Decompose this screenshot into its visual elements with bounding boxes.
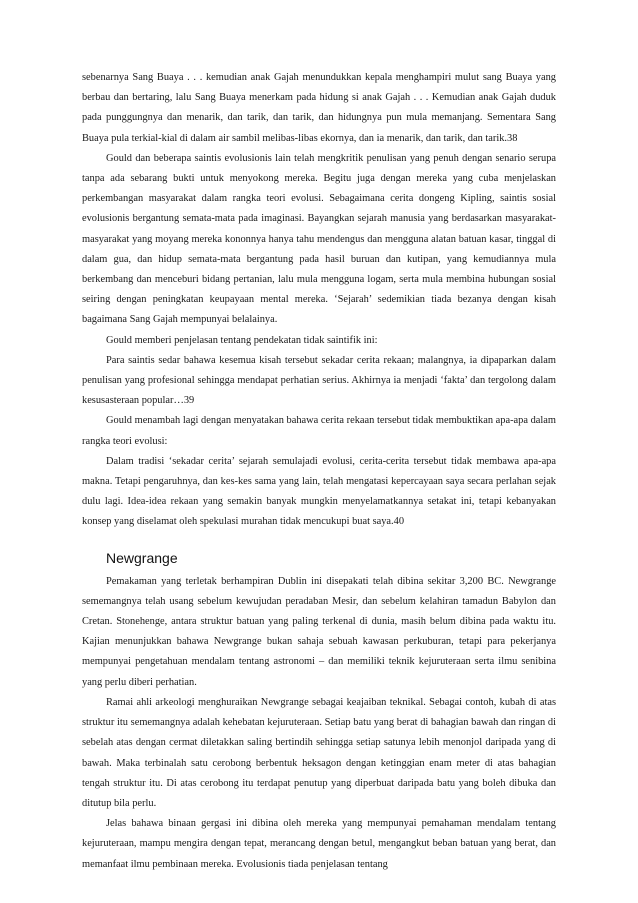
paragraph: Gould memberi penjelasan tentang pendekatan tidak saintifik ini: <box>106 334 378 346</box>
paragraph: Jelas bahawa binaan gergasi ini dibina oleh mereka yang mempunyai pemahaman mendalam tentang kejuruteraan, mampu mengira dengan tepat, merancang dengan betul, mengangkut beban batuan yang berat, dan memanfaat ilmu pembinaan mereka. Evolusionis tiada penjelasan tentang <box>82 818 556 870</box>
quote-paragraph: Dalam tradisi ‘sekadar cerita’ sejarah semulajadi evolusi, cerita-cerita tersebut tidak membawa apa-apa makna. Tetapi pengaruhnya, dan kes-kes sama yang lain, telah mengatasi kepercayaan saya secara perlahan sejak dulu lagi. Idea-idea rekaan yang semakin banyak mungkin menyelamatkannya setakat ini, tetapi kebanyakan konsep yang diselamat oleh spekulasi murahan tidak mencukupi buat saya.40 <box>82 455 556 528</box>
paragraph: Pemakaman yang terletak berhampiran Dublin ini disepakati telah dibina sekitar 3,200 BC. Newgrange sememangnya telah usang sebelum kewujudan peradaban Mesir, dan sebelum kelahiran tamadun Babylon dan Cretan. Stonehenge, antara struktur batuan yang paling terkenal di dunia, masih belum dibina pada waktu itu. Kajian menunjukkan bahawa Newgrange bukan sahaja sebuah kawasan perkuburan, tetapi para pekerjanya mempunyai pengetahuan mendalam tentang astronomi – dan memiliki teknik kejuruteraan serta ilmu senibina yang perlu diberi perhatian. <box>82 575 556 688</box>
paragraph: Ramai ahli arkeologi menghuraikan Newgrange sebagai keajaiban teknikal. Sebagai contoh, kubah di atas struktur itu sememangnya adalah kehebatan kejuruteraan. Setiap batu yang berat di bahagian bawah dan ringan di sebelah atas dengan cermat diletakkan saling bertindih sehingga setiap satunya lebih menonjol daripada yang di bawah. Maka terbinalah satu cerobong berbentuk heksagon dengan ketinggian enam meter di atas bahagian tengah struktur itu. Di atas cerobong itu terdapat penutup yang diperbuat daripada batu yang boleh dibuka dan ditutup bila perlu. <box>82 696 556 809</box>
section-heading: Newgrange <box>106 549 178 566</box>
paragraph: Gould menambah lagi dengan menyatakan bahawa cerita rekaan tersebut tidak membuktikan apa-apa dalam rangka teori evolusi: <box>82 415 556 447</box>
paragraph: Gould dan beberapa saintis evolusionis lain telah mengkritik penulisan yang penuh dengan senario serupa tanpa ada sebarang bukti untuk menyokong mereka. Begitu juga dengan mereka yang cuba menjelaskan perkembangan masyarakat dalam rangka teori evolusi. Sebagaimana cerita dongeng Kipling, saintis sosial evolusionis bergantung semata-mata pada imaginasi. Bayangkan sejarah manusia yang berdasarkan masyarakat-masyarakat yang moyang mereka kononnya hanya tahu mendengus dan mengguna alatan batuan kasar, tinggal di dalam gua, dan hidup semata-mata bergantung pada hasil buruan dan kutipan, yang kemudiannya mula berkembang dan menceburi bidang pertanian, lalu mula mengguna logam, serta mula membina hubungan sosial seiring dengan peningkatan keupayaan mental mereka. ‘Sejarah’ sedemikian tiada bezanya dengan kisah bagaimana Sang Gajah mempunyai belalainya. <box>82 152 556 326</box>
section-kipling-critique <box>82 68 556 533</box>
quote-paragraph: Para saintis sedar bahawa kesemua kisah tersebut sekadar cerita rekaan; malangnya, ia dipaparkan dalam penulisan yang profesional sehingga mendapat perhatian serius. Akhirnya ia menjadi ‘fakta’ dan tergolong dalam kesusasteraan popular…39 <box>82 354 556 407</box>
section-newgrange <box>82 572 556 875</box>
paragraph: sebenarnya Sang Buaya . . . kemudian anak Gajah menundukkan kepala menghampiri mulut sang Buaya yang berbau dan bertaring, lalu Sang Buaya menerkam pada hidung si anak Gajah . . . Kemudian anak Gajah duduk pada punggungnya dan menarik, dan tarik, dan tarik, dan hidungnya pun mula memanjang. Sementara Sang Buaya pula terkial-kial di dalam air sambil melibas-libas ekornya, dan ia menarik, dan tarik, dan tarik.38 <box>82 72 556 144</box>
document-page <box>82 68 556 875</box>
